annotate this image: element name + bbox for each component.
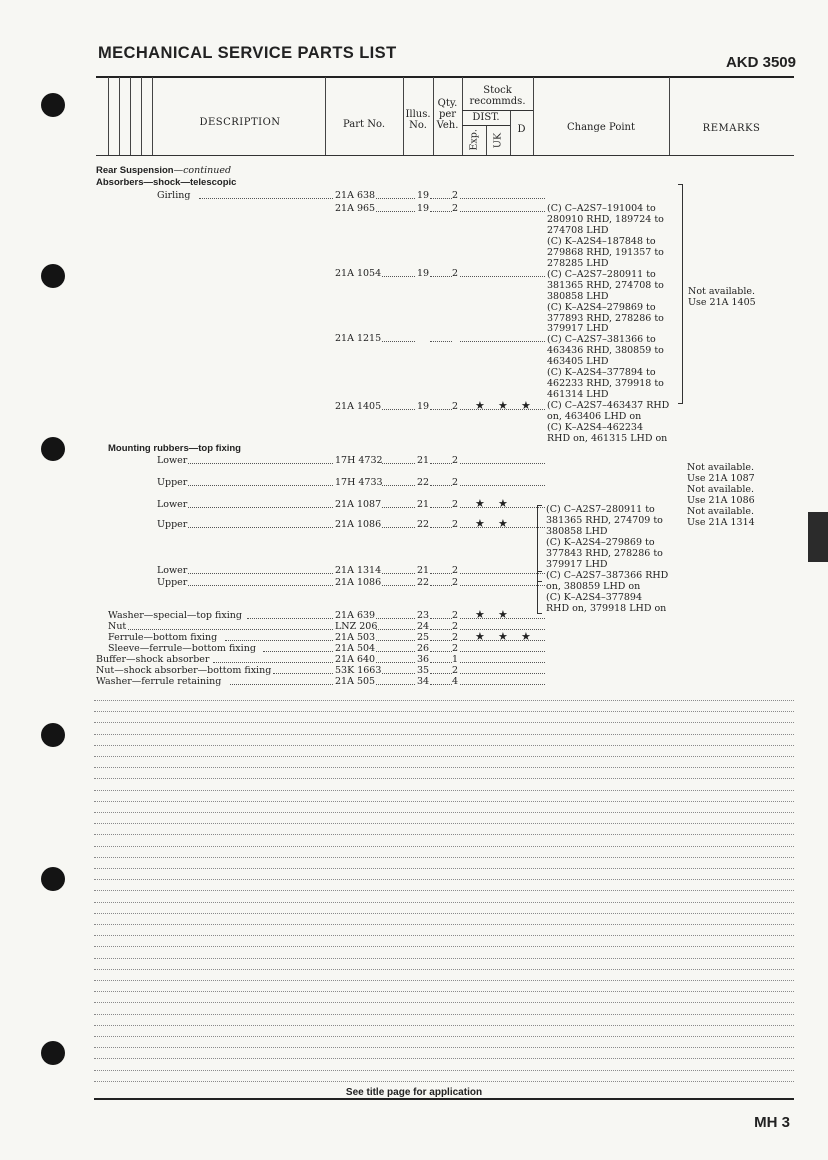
leader-dots xyxy=(460,573,545,574)
row-illus-no: 36 xyxy=(417,654,430,665)
row-illus-no: 21 xyxy=(417,565,430,576)
row-illus-no: 19 xyxy=(417,268,430,279)
change-point-line: 377843 RHD, 278286 to xyxy=(546,547,663,559)
remark-text: Use 21A 1086 xyxy=(687,495,755,506)
row-description: Lower xyxy=(157,499,188,510)
row-description: Washer—special—top fixing xyxy=(108,610,242,621)
col-part-no: Part No. xyxy=(343,119,385,130)
ruled-line xyxy=(94,756,794,757)
change-point-line: 279868 RHD, 191357 to xyxy=(547,246,664,258)
row-illus-no: 34 xyxy=(417,676,430,687)
leader-dots xyxy=(376,662,415,663)
row-description: Lower xyxy=(157,565,188,576)
row-qty: 2 xyxy=(452,268,459,279)
row-illus-no: 21 xyxy=(417,455,430,466)
dist-rule xyxy=(462,125,510,126)
leader-dots xyxy=(460,341,545,342)
leader-dots xyxy=(230,684,333,685)
ruled-line xyxy=(94,913,794,914)
change-point-line: (C) K–A2S4–377894 to xyxy=(547,367,656,379)
leader-dots xyxy=(128,629,333,630)
row-part-no: 21A 640 xyxy=(335,654,376,665)
leader-dots xyxy=(430,527,452,528)
leader-dots xyxy=(460,463,545,464)
change-point-line: 379917 LHD xyxy=(547,323,609,335)
row-part-no: 21A 1086 xyxy=(335,577,382,588)
ruled-line xyxy=(94,722,794,723)
ruled-line xyxy=(94,812,794,813)
row-description: Lower xyxy=(157,455,188,466)
leader-dots xyxy=(430,662,452,663)
ruled-line xyxy=(94,834,794,835)
row-illus-no: 23 xyxy=(417,610,430,621)
row-illus-no: 25 xyxy=(417,632,430,643)
stock-star: ★ xyxy=(498,630,508,643)
row-illus-no: 22 xyxy=(417,477,430,488)
stock-star: ★ xyxy=(521,630,531,643)
row-illus-no: 19 xyxy=(417,401,430,412)
leader-dots xyxy=(430,573,452,574)
row-illus-no: 35 xyxy=(417,665,430,676)
leader-dots xyxy=(460,585,545,586)
ruled-line xyxy=(94,801,794,802)
remark-text: Use 21A 1405 xyxy=(688,297,756,308)
ruled-line xyxy=(94,924,794,925)
leader-dots xyxy=(460,684,545,685)
change-point-line: RHD on, 461315 LHD on xyxy=(547,432,668,444)
ruled-line xyxy=(94,1058,794,1059)
change-point-line: 278285 LHD xyxy=(547,257,609,269)
col-uk: UK xyxy=(492,132,504,149)
col-change-point: Change Point xyxy=(567,122,635,133)
subsection-heading: Absorbers—shock—telescopic xyxy=(96,177,237,188)
column-rule xyxy=(669,77,670,155)
change-point-line: 274708 LHD xyxy=(547,224,609,236)
col-illus-1: Illus. xyxy=(405,109,431,120)
leader-dots xyxy=(376,198,415,199)
ruled-line xyxy=(94,711,794,712)
section-tab xyxy=(808,512,828,562)
change-point-line: on, 380859 LHD on xyxy=(546,580,641,592)
leader-dots xyxy=(382,485,415,486)
stock-star: ★ xyxy=(475,517,485,530)
change-point-line: 461314 LHD xyxy=(547,389,609,401)
row-qty: 2 xyxy=(452,401,459,412)
leader-dots xyxy=(430,507,452,508)
column-rule xyxy=(486,126,487,155)
leader-dots xyxy=(188,527,333,528)
stock-rule xyxy=(462,110,533,111)
section-continued: —continued xyxy=(173,165,232,176)
change-point-line: 280910 RHD, 189724 to xyxy=(547,213,664,225)
col-stock-1: Stock xyxy=(483,85,512,96)
remark-text: Not available. xyxy=(687,462,755,473)
row-qty: 2 xyxy=(452,477,459,488)
col-qty-3: Veh. xyxy=(436,120,459,131)
leader-dots xyxy=(382,573,415,574)
bracket xyxy=(678,184,683,404)
subsection-heading: Mounting rubbers—top fixing xyxy=(108,443,241,454)
section-heading xyxy=(96,165,231,176)
change-point-line: 463436 RHD, 380859 to xyxy=(547,345,664,357)
leader-dots xyxy=(460,485,545,486)
leader-dots xyxy=(382,276,415,277)
row-description: Nut xyxy=(108,621,127,632)
column-rule xyxy=(141,77,142,155)
remark-text: Not available. xyxy=(688,286,756,297)
punch-hole xyxy=(41,264,65,288)
change-point-line: (C) K–A2S4–377894 xyxy=(546,591,643,603)
row-description: Girling xyxy=(157,190,191,201)
row-description: Buffer—shock absorber xyxy=(96,654,210,665)
ruled-line xyxy=(94,857,794,858)
col-qty-1: Qty. xyxy=(437,98,458,109)
col-dist: DIST. xyxy=(472,112,500,123)
leader-dots xyxy=(382,585,415,586)
column-rule xyxy=(108,77,109,155)
ruled-line xyxy=(94,969,794,970)
remark-text: Use 21A 1087 xyxy=(687,473,755,484)
leader-dots xyxy=(460,211,545,212)
stock-star: ★ xyxy=(498,399,508,412)
stock-star: ★ xyxy=(475,497,485,510)
leader-dots xyxy=(430,276,452,277)
row-part-no: 21A 965 xyxy=(335,203,376,214)
stock-star: ★ xyxy=(475,608,485,621)
punch-hole xyxy=(41,867,65,891)
change-point-line: (C) C–A2S7–387366 RHD xyxy=(546,569,669,581)
row-illus-no: 22 xyxy=(417,519,430,530)
leader-dots xyxy=(430,684,452,685)
leader-dots xyxy=(188,507,333,508)
ruled-line xyxy=(94,991,794,992)
change-point-line: (C) K–A2S4–279869 to xyxy=(547,301,656,313)
change-point-line: (C) C–A2S7–280911 to xyxy=(547,268,656,280)
change-point-line: (C) K–A2S4–462234 xyxy=(547,422,644,433)
row-qty: 4 xyxy=(452,676,459,687)
row-part-no: 21A 1215 xyxy=(335,333,382,344)
row-qty: 2 xyxy=(452,203,459,214)
change-point-line: 377893 RHD, 278286 to xyxy=(547,312,664,324)
leader-dots xyxy=(430,211,452,212)
change-point-line: (C) K–A2S4–279869 to xyxy=(546,536,655,548)
header-rule-bottom xyxy=(96,155,794,156)
change-point-line: 381365 RHD, 274708 to xyxy=(547,279,664,291)
row-qty: 2 xyxy=(452,621,459,632)
row-part-no: 21A 505 xyxy=(335,676,376,687)
row-description: Nut—shock absorber—bottom fixing xyxy=(96,665,272,676)
leader-dots xyxy=(247,618,333,619)
row-illus-no: 19 xyxy=(417,203,430,214)
ruled-line xyxy=(94,734,794,735)
leader-dots xyxy=(460,651,545,652)
col-description: DESCRIPTION xyxy=(199,117,281,128)
punch-hole xyxy=(41,93,65,117)
row-description: Upper xyxy=(157,519,188,530)
row-illus-no: 26 xyxy=(417,643,430,654)
row-part-no: 21A 504 xyxy=(335,643,376,654)
col-remarks: REMARKS xyxy=(702,123,761,134)
row-part-no: 17H 4733 xyxy=(335,477,383,488)
row-part-no: 21A 1405 xyxy=(335,401,382,412)
change-point-line: 380858 LHD xyxy=(546,525,608,537)
row-qty: 2 xyxy=(452,455,459,466)
row-illus-no: 21 xyxy=(417,499,430,510)
change-point-line: (C) C–A2S7–280911 to xyxy=(546,504,655,515)
ruled-line xyxy=(94,745,794,746)
row-qty: 2 xyxy=(452,632,459,643)
ruled-line xyxy=(94,879,794,880)
remark-text: Use 21A 1314 xyxy=(687,517,755,528)
row-part-no: 21A 639 xyxy=(335,610,376,621)
stock-star: ★ xyxy=(521,399,531,412)
row-description: Sleeve—ferrule—bottom fixing xyxy=(108,643,256,654)
ruled-line xyxy=(94,868,794,869)
leader-dots xyxy=(460,276,545,277)
leader-dots xyxy=(430,651,452,652)
row-illus-no: 19 xyxy=(417,190,430,201)
leader-dots xyxy=(460,198,545,199)
leader-dots xyxy=(382,409,415,410)
leader-dots xyxy=(263,651,333,652)
leader-dots xyxy=(430,341,452,342)
leader-dots xyxy=(382,507,415,508)
row-part-no: 21A 1086 xyxy=(335,519,382,530)
page-number: MH 3 xyxy=(754,1114,790,1131)
column-rule xyxy=(130,77,131,155)
ruled-line xyxy=(94,1002,794,1003)
leader-dots xyxy=(188,573,333,574)
col-d: D xyxy=(517,124,526,135)
row-qty: 2 xyxy=(452,565,459,576)
leader-dots xyxy=(460,673,545,674)
change-point-line: (C) C–A2S7–463437 RHD xyxy=(547,400,670,412)
row-part-no: LNZ 206 xyxy=(335,621,378,632)
leader-dots xyxy=(430,673,452,674)
leader-dots xyxy=(376,684,415,685)
leader-dots xyxy=(376,640,415,641)
col-exp: Exp. xyxy=(468,129,480,151)
section-title: Rear Suspension xyxy=(96,165,174,176)
remark-text: Not available. xyxy=(687,484,755,495)
row-qty: 2 xyxy=(452,643,459,654)
leader-dots xyxy=(188,485,333,486)
ruled-line xyxy=(94,958,794,959)
stock-star: ★ xyxy=(498,517,508,530)
leader-dots xyxy=(188,585,333,586)
leader-dots xyxy=(430,640,452,641)
ruled-line xyxy=(94,1036,794,1037)
row-description: Upper xyxy=(157,577,188,588)
leader-dots xyxy=(430,618,452,619)
stock-star: ★ xyxy=(498,497,508,510)
row-illus-no: 22 xyxy=(417,577,430,588)
ruled-line xyxy=(94,935,794,936)
row-qty: 2 xyxy=(452,519,459,530)
leader-dots xyxy=(460,662,545,663)
change-point-line: (C) K–A2S4–187848 to xyxy=(547,235,656,247)
ruled-line xyxy=(94,946,794,947)
stock-star: ★ xyxy=(475,630,485,643)
leader-dots xyxy=(376,618,415,619)
leader-dots xyxy=(430,485,452,486)
row-part-no: 21A 1087 xyxy=(335,499,382,510)
row-illus-no: 24 xyxy=(417,621,430,632)
change-point-line: on, 463406 LHD on xyxy=(547,411,642,423)
row-part-no: 21A 638 xyxy=(335,190,376,201)
stock-star: ★ xyxy=(498,608,508,621)
ruled-line xyxy=(94,700,794,701)
change-point-line: 463405 LHD xyxy=(547,356,609,368)
leader-dots xyxy=(376,211,415,212)
ruled-line xyxy=(94,980,794,981)
leader-dots xyxy=(376,629,415,630)
row-part-no: 21A 503 xyxy=(335,632,376,643)
row-part-no: 53K 1663 xyxy=(335,665,382,676)
column-rule xyxy=(325,77,326,155)
ruled-line xyxy=(94,790,794,791)
row-qty: 2 xyxy=(452,610,459,621)
ruled-line xyxy=(94,1014,794,1015)
leader-dots xyxy=(225,640,333,641)
change-point-line: (C) C–A2S7–191004 to xyxy=(547,203,656,214)
ruled-line xyxy=(94,902,794,903)
ruled-line xyxy=(94,1070,794,1071)
stock-star: ★ xyxy=(475,399,485,412)
ruled-line xyxy=(94,778,794,779)
leader-dots xyxy=(188,463,333,464)
leader-dots xyxy=(430,409,452,410)
change-point-line: 381365 RHD, 274709 to xyxy=(546,514,663,526)
remark-text: Not available. xyxy=(687,506,755,517)
ruled-line xyxy=(94,823,794,824)
change-point-line: 380858 LHD xyxy=(547,290,609,302)
ruled-line xyxy=(94,1025,794,1026)
column-rule xyxy=(119,77,120,155)
footer-rule xyxy=(94,1098,794,1100)
leader-dots xyxy=(382,527,415,528)
leader-dots xyxy=(430,198,452,199)
change-point-line: RHD on, 379918 LHD on xyxy=(546,602,667,614)
leader-dots xyxy=(430,629,452,630)
leader-dots xyxy=(273,673,333,674)
header-rule-top xyxy=(96,76,794,78)
ruled-line xyxy=(94,890,794,891)
page-title: MECHANICAL SERVICE PARTS LIST xyxy=(98,44,397,62)
ruled-line xyxy=(94,767,794,768)
row-qty: 1 xyxy=(452,654,459,665)
leader-dots xyxy=(213,662,333,663)
footer-note: See title page for application xyxy=(345,1087,483,1098)
row-qty: 2 xyxy=(452,665,459,676)
col-qty-2: per xyxy=(438,109,457,120)
ruled-line xyxy=(94,1081,794,1082)
punch-hole xyxy=(41,723,65,747)
ruled-line xyxy=(94,1047,794,1048)
row-qty: 2 xyxy=(452,190,459,201)
leader-dots xyxy=(382,341,415,342)
row-part-no: 21A 1054 xyxy=(335,268,382,279)
leader-dots xyxy=(382,463,415,464)
col-illus-2: No. xyxy=(409,120,427,131)
punch-hole xyxy=(41,437,65,461)
page-code: AKD 3509 xyxy=(725,54,796,71)
row-part-no: 21A 1314 xyxy=(335,565,382,576)
punch-hole xyxy=(41,1041,65,1065)
bracket xyxy=(537,571,542,614)
row-qty: 2 xyxy=(452,499,459,510)
change-point-line: 379917 LHD xyxy=(546,558,608,570)
leader-dots xyxy=(199,198,333,199)
row-part-no: 17H 4732 xyxy=(335,455,383,466)
column-rule xyxy=(533,77,534,155)
leader-dots xyxy=(430,585,452,586)
row-qty: 2 xyxy=(452,577,459,588)
column-rule xyxy=(152,77,153,155)
leader-dots xyxy=(376,651,415,652)
change-point-line: (C) C–A2S7–381366 to xyxy=(547,334,656,346)
row-description: Upper xyxy=(157,477,188,488)
leader-dots xyxy=(430,463,452,464)
row-description: Washer—ferrule retaining xyxy=(96,676,222,687)
row-description: Ferrule—bottom fixing xyxy=(108,632,218,643)
ruled-line xyxy=(94,846,794,847)
leader-dots xyxy=(382,673,415,674)
change-point-line: 462233 RHD, 379918 to xyxy=(547,378,664,390)
col-stock-2: recommds. xyxy=(469,96,526,107)
